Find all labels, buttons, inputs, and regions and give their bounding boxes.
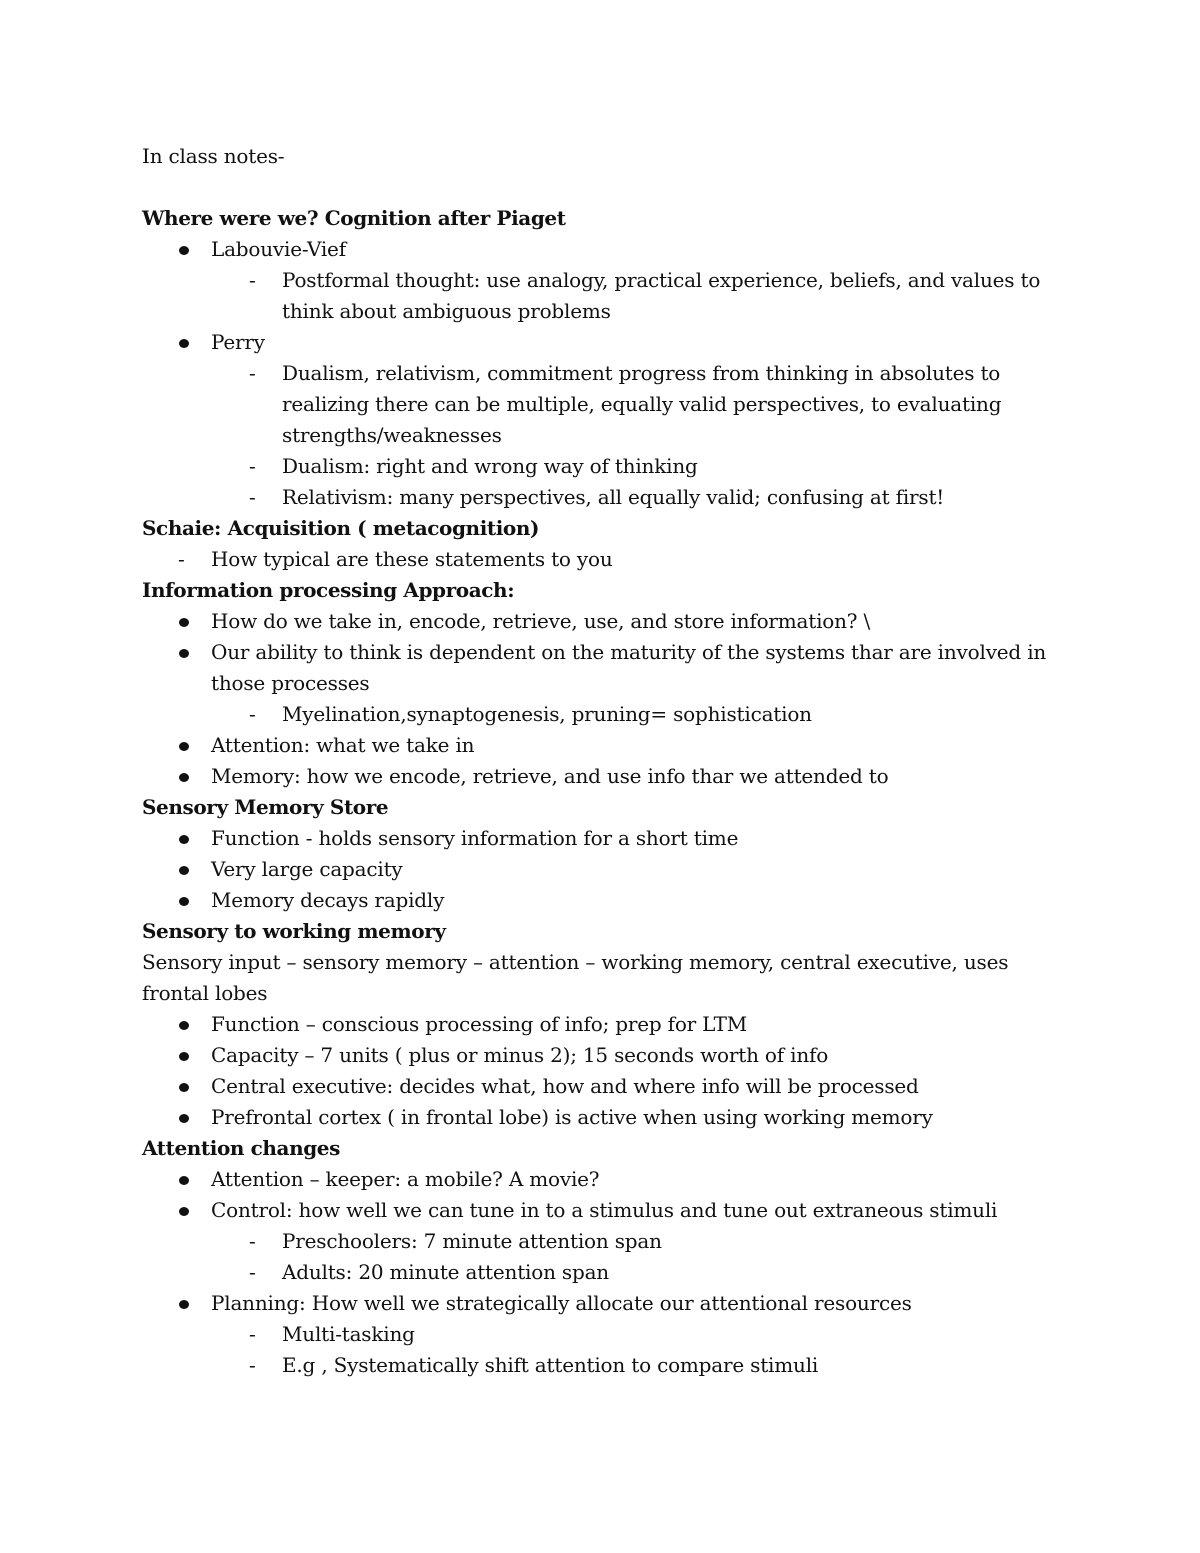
dash-item: - Preschoolers: 7 minute attention span: [142, 1226, 1072, 1257]
bullet-item: Attention: what we take in: [142, 730, 1072, 761]
bullet-item: Capacity – 7 units ( plus or minus 2); 15 seconds worth of info: [142, 1040, 1072, 1071]
section-heading-sensory-memory-store: Sensory Memory Store: [142, 795, 389, 819]
bullet-item: Function - holds sensory information for a short time: [142, 823, 1072, 854]
intro-line: In class notes-: [142, 144, 285, 168]
section-heading-sensory-to-working-memory: Sensory to working memory: [142, 919, 446, 943]
bullet-item: Planning: How well we strategically allocate our attentional resources: [142, 1288, 1072, 1319]
bullet-item: Perry: [142, 327, 1072, 358]
dash-item: - Myelination,synaptogenesis, pruning= sophistication: [142, 699, 1072, 730]
dash-item: - Adults: 20 minute attention span: [142, 1257, 1072, 1288]
bullet-item: Attention – keeper: a mobile? A movie?: [142, 1164, 1072, 1195]
bullet-item: Control: how well we can tune in to a stimulus and tune out extraneous stimuli: [142, 1195, 1072, 1226]
bullet-item: Memory: how we encode, retrieve, and use info thar we attended to: [142, 761, 1072, 792]
section-heading-cognition: Where were we? Cognition after Piaget: [142, 206, 566, 230]
dash-item: - Relativism: many perspectives, all equally valid; confusing at first!: [142, 482, 1072, 513]
dash-item: - Postformal thought: use analogy, practical experience, beliefs, and values to think about ambiguous problems: [142, 265, 1072, 327]
dash-item: - Multi-tasking: [142, 1319, 1072, 1350]
section-heading-attention-changes: Attention changes: [142, 1136, 340, 1160]
bullet-item: Labouvie-Vief: [142, 234, 1072, 265]
bullet-item: Memory decays rapidly: [142, 885, 1072, 916]
bullet-item: Function – conscious processing of info; prep for LTM: [142, 1009, 1072, 1040]
bullet-item: How do we take in, encode, retrieve, use, and store information? \: [142, 606, 1072, 637]
bullet-item: Very large capacity: [142, 854, 1072, 885]
bullet-item: Prefrontal cortex ( in frontal lobe) is active when using working memory: [142, 1102, 1072, 1133]
bullet-item: Central executive: decides what, how and where info will be processed: [142, 1071, 1072, 1102]
bullet-item: Our ability to think is dependent on the maturity of the systems thar are involved in those processes: [142, 637, 1072, 699]
section-heading-information-processing: Information processing Approach:: [142, 578, 515, 602]
section-heading-schaie: Schaie: Acquisition ( metacognition): [142, 516, 540, 540]
paragraph-text: Sensory input – sensory memory – attention – working memory, central executive, uses frontal lobes: [142, 950, 1009, 1005]
blank-line: [142, 172, 1072, 203]
dash-item: - E.g , Systematically shift attention to compare stimuli: [142, 1350, 1072, 1381]
dash-item: - How typical are these statements to you: [142, 544, 1072, 575]
dash-item: - Dualism: right and wrong way of thinking: [142, 451, 1072, 482]
dash-item: - Dualism, relativism, commitment progress from thinking in absolutes to realizing there can be multiple, equally valid perspectives, to evaluating strengths/weaknesses: [142, 358, 1072, 451]
document-body: [142, 141, 1072, 1381]
